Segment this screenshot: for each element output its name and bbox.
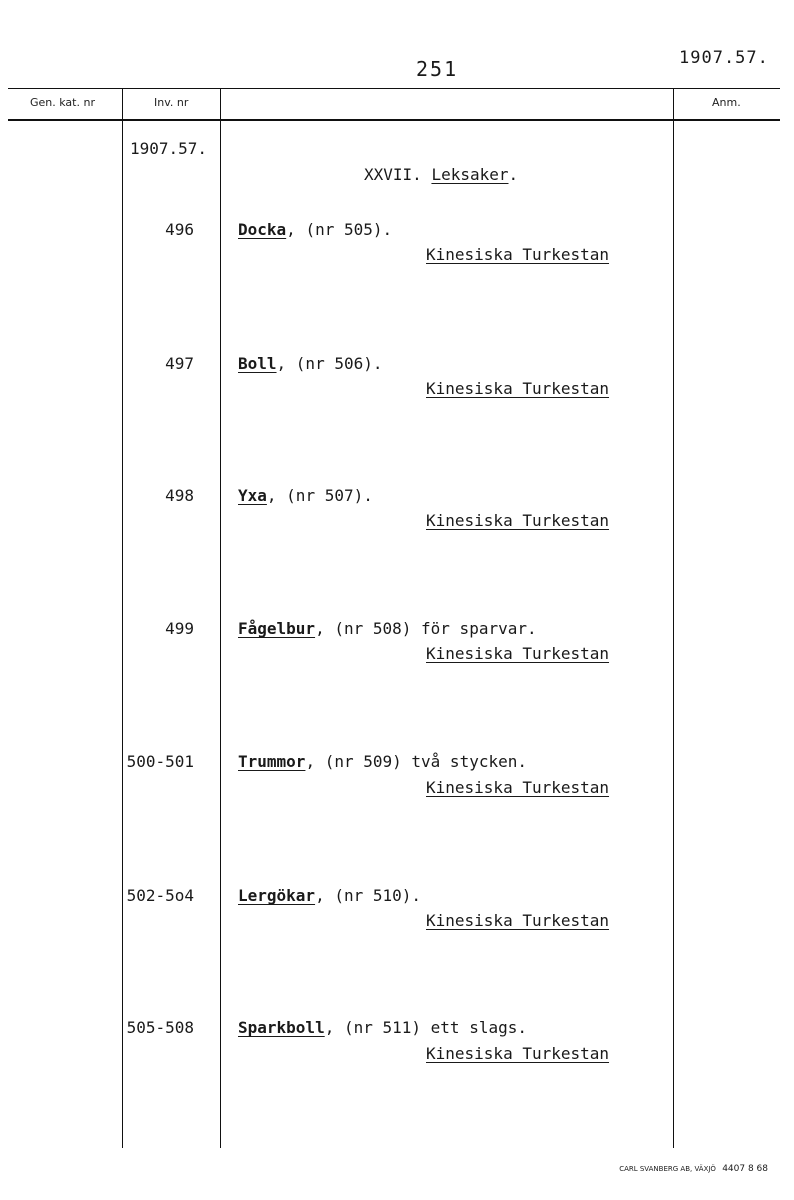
column-header-anm: Anm. (712, 96, 741, 109)
entry-details: , (nr 508) för sparvar. (315, 619, 537, 638)
entry-details: , (nr 506). (276, 354, 383, 373)
entry-description (238, 486, 373, 505)
entry-object-name: Trummor (238, 752, 306, 771)
page-number: 251 (416, 57, 459, 81)
section-heading (364, 165, 518, 184)
entry-description (238, 1018, 527, 1037)
inventory-year: 1907.57. (130, 139, 208, 158)
entry-details: , (nr 507). (266, 486, 373, 505)
printer-name: CARL SVANBERG AB, VÄXJÖ (619, 1165, 716, 1173)
catalog-reference: 1907.57. (679, 48, 769, 68)
entry-provenance: Kinesiska Turkestan (426, 778, 610, 797)
column-divider-anm (673, 88, 674, 1148)
column-header-gen-kat: Gen. kat. nr (30, 96, 95, 109)
entry-inv-number: 496 (165, 220, 194, 239)
column-divider-text (220, 88, 221, 1148)
entry-inv-number: 498 (165, 486, 194, 505)
entry-details: , (nr 505). (286, 220, 393, 239)
entry-description (238, 619, 537, 638)
entry-provenance: Kinesiska Turkestan (426, 511, 610, 530)
entry-details: , (nr 509) två stycken. (305, 752, 527, 771)
entry-object-name: Fågelbur (238, 619, 316, 638)
entry-object-name: Boll (238, 354, 277, 373)
printer-mark (619, 1164, 768, 1174)
section-numeral: XXVII. (364, 165, 422, 184)
entry-inv-number: 497 (165, 354, 194, 373)
entry-object-name: Sparkboll (238, 1018, 325, 1037)
entry-object-name: Docka (238, 220, 287, 239)
entry-details: , (nr 511) ett slags. (324, 1018, 527, 1037)
entry-details: , (nr 510). (315, 886, 422, 905)
entry-provenance: Kinesiska Turkestan (426, 1044, 610, 1063)
header-bottom-rule (8, 119, 780, 121)
section-punct: . (508, 165, 519, 184)
entry-description (238, 354, 383, 373)
entry-object-name: Yxa (238, 486, 267, 505)
entry-inv-number: 499 (165, 619, 194, 638)
column-divider-inv (122, 88, 123, 1148)
form-code: 4407 8 68 (722, 1164, 768, 1174)
entry-inv-number: 500-501 (126, 752, 194, 771)
column-header-inv: Inv. nr (154, 96, 189, 109)
entry-provenance: Kinesiska Turkestan (426, 644, 610, 663)
entry-inv-number: 502-5o4 (126, 886, 194, 905)
header-top-rule (8, 88, 780, 89)
entry-provenance: Kinesiska Turkestan (426, 245, 610, 264)
section-title: Leksaker (431, 165, 509, 184)
entry-provenance: Kinesiska Turkestan (426, 379, 610, 398)
entry-provenance: Kinesiska Turkestan (426, 911, 610, 930)
entry-description (238, 886, 421, 905)
entry-inv-number: 505-508 (126, 1018, 194, 1037)
entry-description (238, 220, 392, 239)
entry-object-name: Lergökar (238, 886, 316, 905)
entry-description (238, 752, 527, 771)
